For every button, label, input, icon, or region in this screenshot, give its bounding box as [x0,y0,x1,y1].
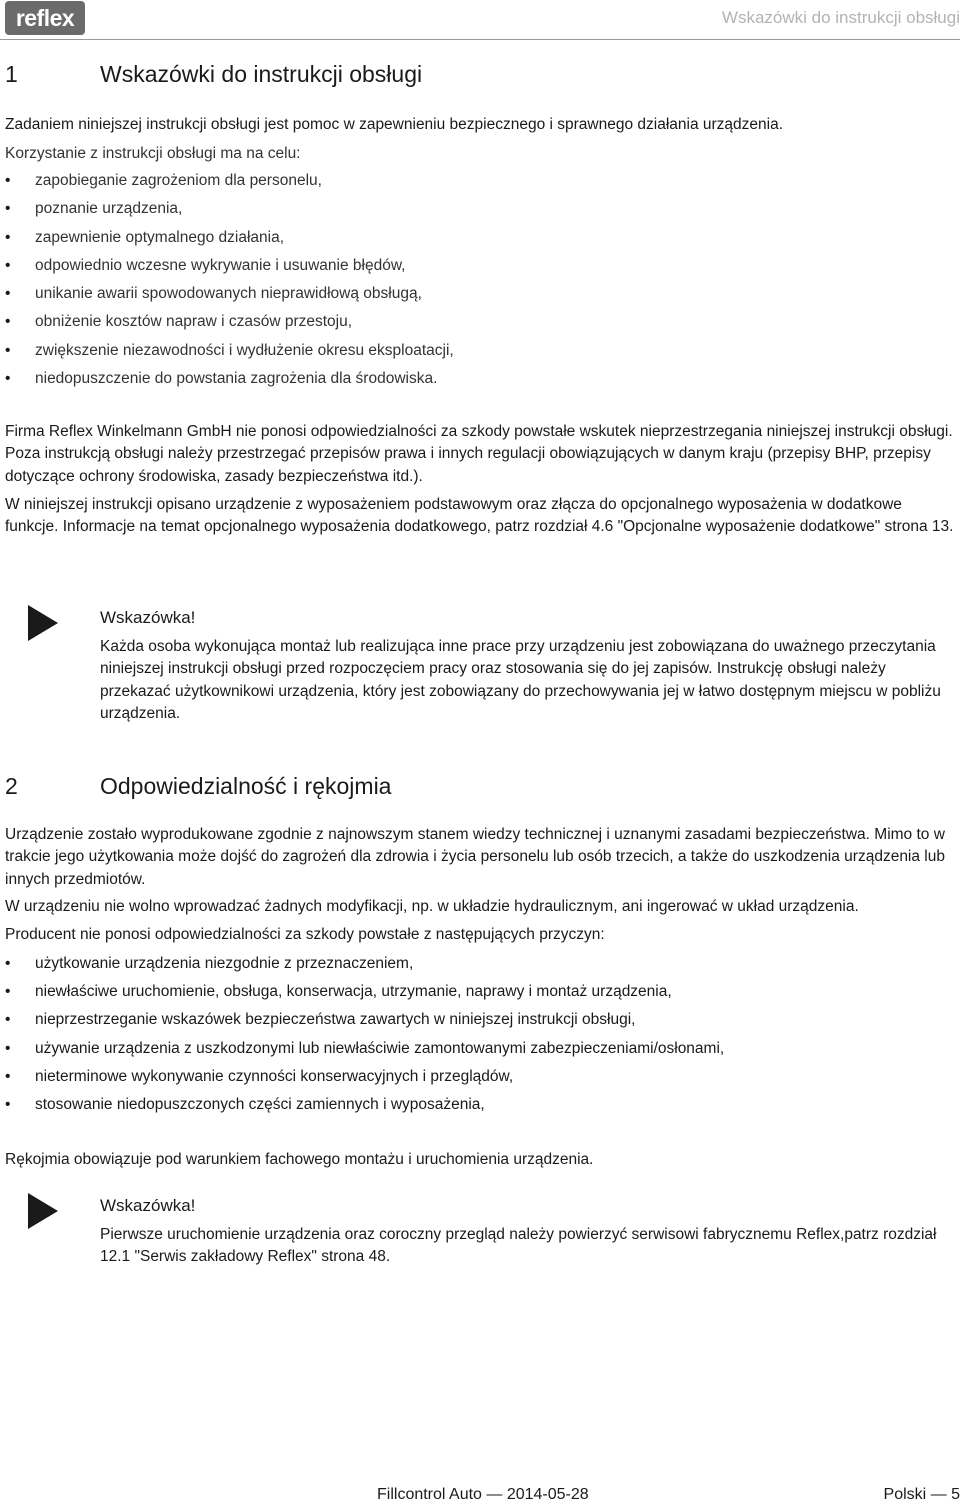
section-1-liability-paragraph: Firma Reflex Winkelmann GmbH nie ponosi odpowiedzialności za szkody powstałe wskutek nieprzestrzegania niniejszej instrukcji obsługi. Poza instrukcją obsługi należy przestrzegać przepisów prawa i innych regulacji obowiązujących w danym kraju (przepisy BHP, przepisy dotyczące ochrony środowiska, zasady bezpieczeństwa itd.). [5,423,953,485]
section-2-title: Odpowiedzialność i rękojmia [100,773,392,799]
running-header-title: Wskazówki do instrukcji obsługi [721,8,960,27]
logo-text: reflex [15,4,75,31]
note-arrow-icon [28,1193,58,1229]
section-1-goal-list [0,170,960,396]
note-2-title: Wskazówka! [100,1196,196,1215]
list-item: • obniżenie kosztów napraw i czasów przestoju, [5,313,353,331]
list-item: • używanie urządzenia z uszkodzonymi lub niewłaściwie zamontowanymi zabezpieczeniami/osłonami, [5,1039,725,1057]
list-item: • użytkowanie urządzenia niezgodnie z przeznaczeniem, [5,955,414,972]
note-2-body: Pierwsze uruchomienie urządzenia oraz coroczny przegląd należy powierzyć serwisowi fabrycznemu Reflex,patrz rozdział 12.1 "Serwis zakładowy Reflex" strona 48. [100,1226,937,1266]
section-1-number: 1 [5,61,18,87]
note-1-body: Każda osoba wykonująca montaż lub realizująca inne prace przy urządzeniu jest zobowiązana do uważnego przeczytania niniejszej instrukcji obsługi przed rozpoczęciem pracy oraz stosowania się do jej zapisów. Instrukcję obsługi należy przekazać użytkownikowi urządzenia, który jest zobowiązany do przechowywania jej w łatwo dostępnym miejscu w pobliżu urządzenia. [100,638,941,723]
header-divider [0,39,960,40]
note-arrow-icon [28,605,58,641]
footer-document-info: Fillcontrol Auto — 2014-05-28 [377,1486,589,1503]
list-item: • poznanie urządzenia, [5,200,183,218]
list-item: • zapobieganie zagrożeniom dla personelu, [5,172,322,189]
section-2-warranty-paragraph: Rękojmia obowiązuje pod warunkiem fachowego montażu i uruchomienia urządzenia. [5,1151,594,1168]
section-1-title: Wskazówki do instrukcji obsługi [100,61,423,87]
list-item: • nieprzestrzeganie wskazówek bezpieczeństwa zawartych w niniejszej instrukcji obsługi, [5,1011,636,1029]
section-1-intro-lead: Korzystanie z instrukcji obsługi ma na celu: [5,145,301,162]
list-item: • odpowiednio wczesne wykrywanie i usuwanie błędów, [5,256,406,274]
list-item: • stosowanie niedopuszczonych części zamiennych i wyposażenia, [5,1095,485,1113]
section-2-safety-paragraph: Urządzenie zostało wyprodukowane zgodnie z najnowszym stanem wiedzy technicznej i uznanymi zasadami bezpieczeństwa. Mimo to w trakcie jego użytkowania może dojść do zagrożeń dla zdrowia i życia personelu lub osób trzecich, a także do uszkodzenia urządzenia lub innych przedmiotów. [5,826,945,888]
section-2-causes-list [0,953,960,1122]
footer-page-info: Polski — 5 [883,1486,960,1503]
note-1-title: Wskazówka! [100,608,196,627]
list-item: • niewłaściwe uruchomienie, obsługa, konserwacja, utrzymanie, naprawy i montaż urządzenia, [5,983,672,1001]
page-footer [0,1486,960,1506]
section-2-causes-lead: Producent nie ponosi odpowiedzialności za szkody powstałe z następujących przyczyn: [5,926,605,943]
section-1-equipment-paragraph: W niniejszej instrukcji opisano urządzenie z wyposażeniem podstawowym oraz złącza do opcjonalnego wyposażenia w dodatkowe funkcje. Informacje na temat opcjonalnego wyposażenia dodatkowego, patrz rozdział 4.6 "Opcjonalne wyposażenie dodatkowe" strona 13. [5,496,954,536]
section-1-intro: Zadaniem niniejszej instrukcji obsługi jest pomoc w zapewnieniu bezpiecznego i sprawnego działania urządzenia. [5,116,784,133]
list-item: • nieterminowe wykonywanie czynności konserwacyjnych i przeglądów, [5,1067,514,1085]
section-2-modification-paragraph: W urządzeniu nie wolno wprowadzać żadnych modyfikacji, np. w układzie hydraulicznym, ani ingerować w układ urządzenia. [5,898,859,915]
list-item: • zapewnienie optymalnego działania, [5,228,285,246]
page-header [0,0,960,40]
list-item: • zwiększenie niezawodności i wydłużenie okresu eksploatacji, [5,341,454,359]
section-2-number: 2 [5,773,18,799]
reflex-logo [5,1,85,35]
list-item: • unikanie awarii spowodowanych nieprawidłową obsługą, [5,285,422,303]
list-item: • niedopuszczenie do powstania zagrożenia dla środowiska. [5,370,438,388]
